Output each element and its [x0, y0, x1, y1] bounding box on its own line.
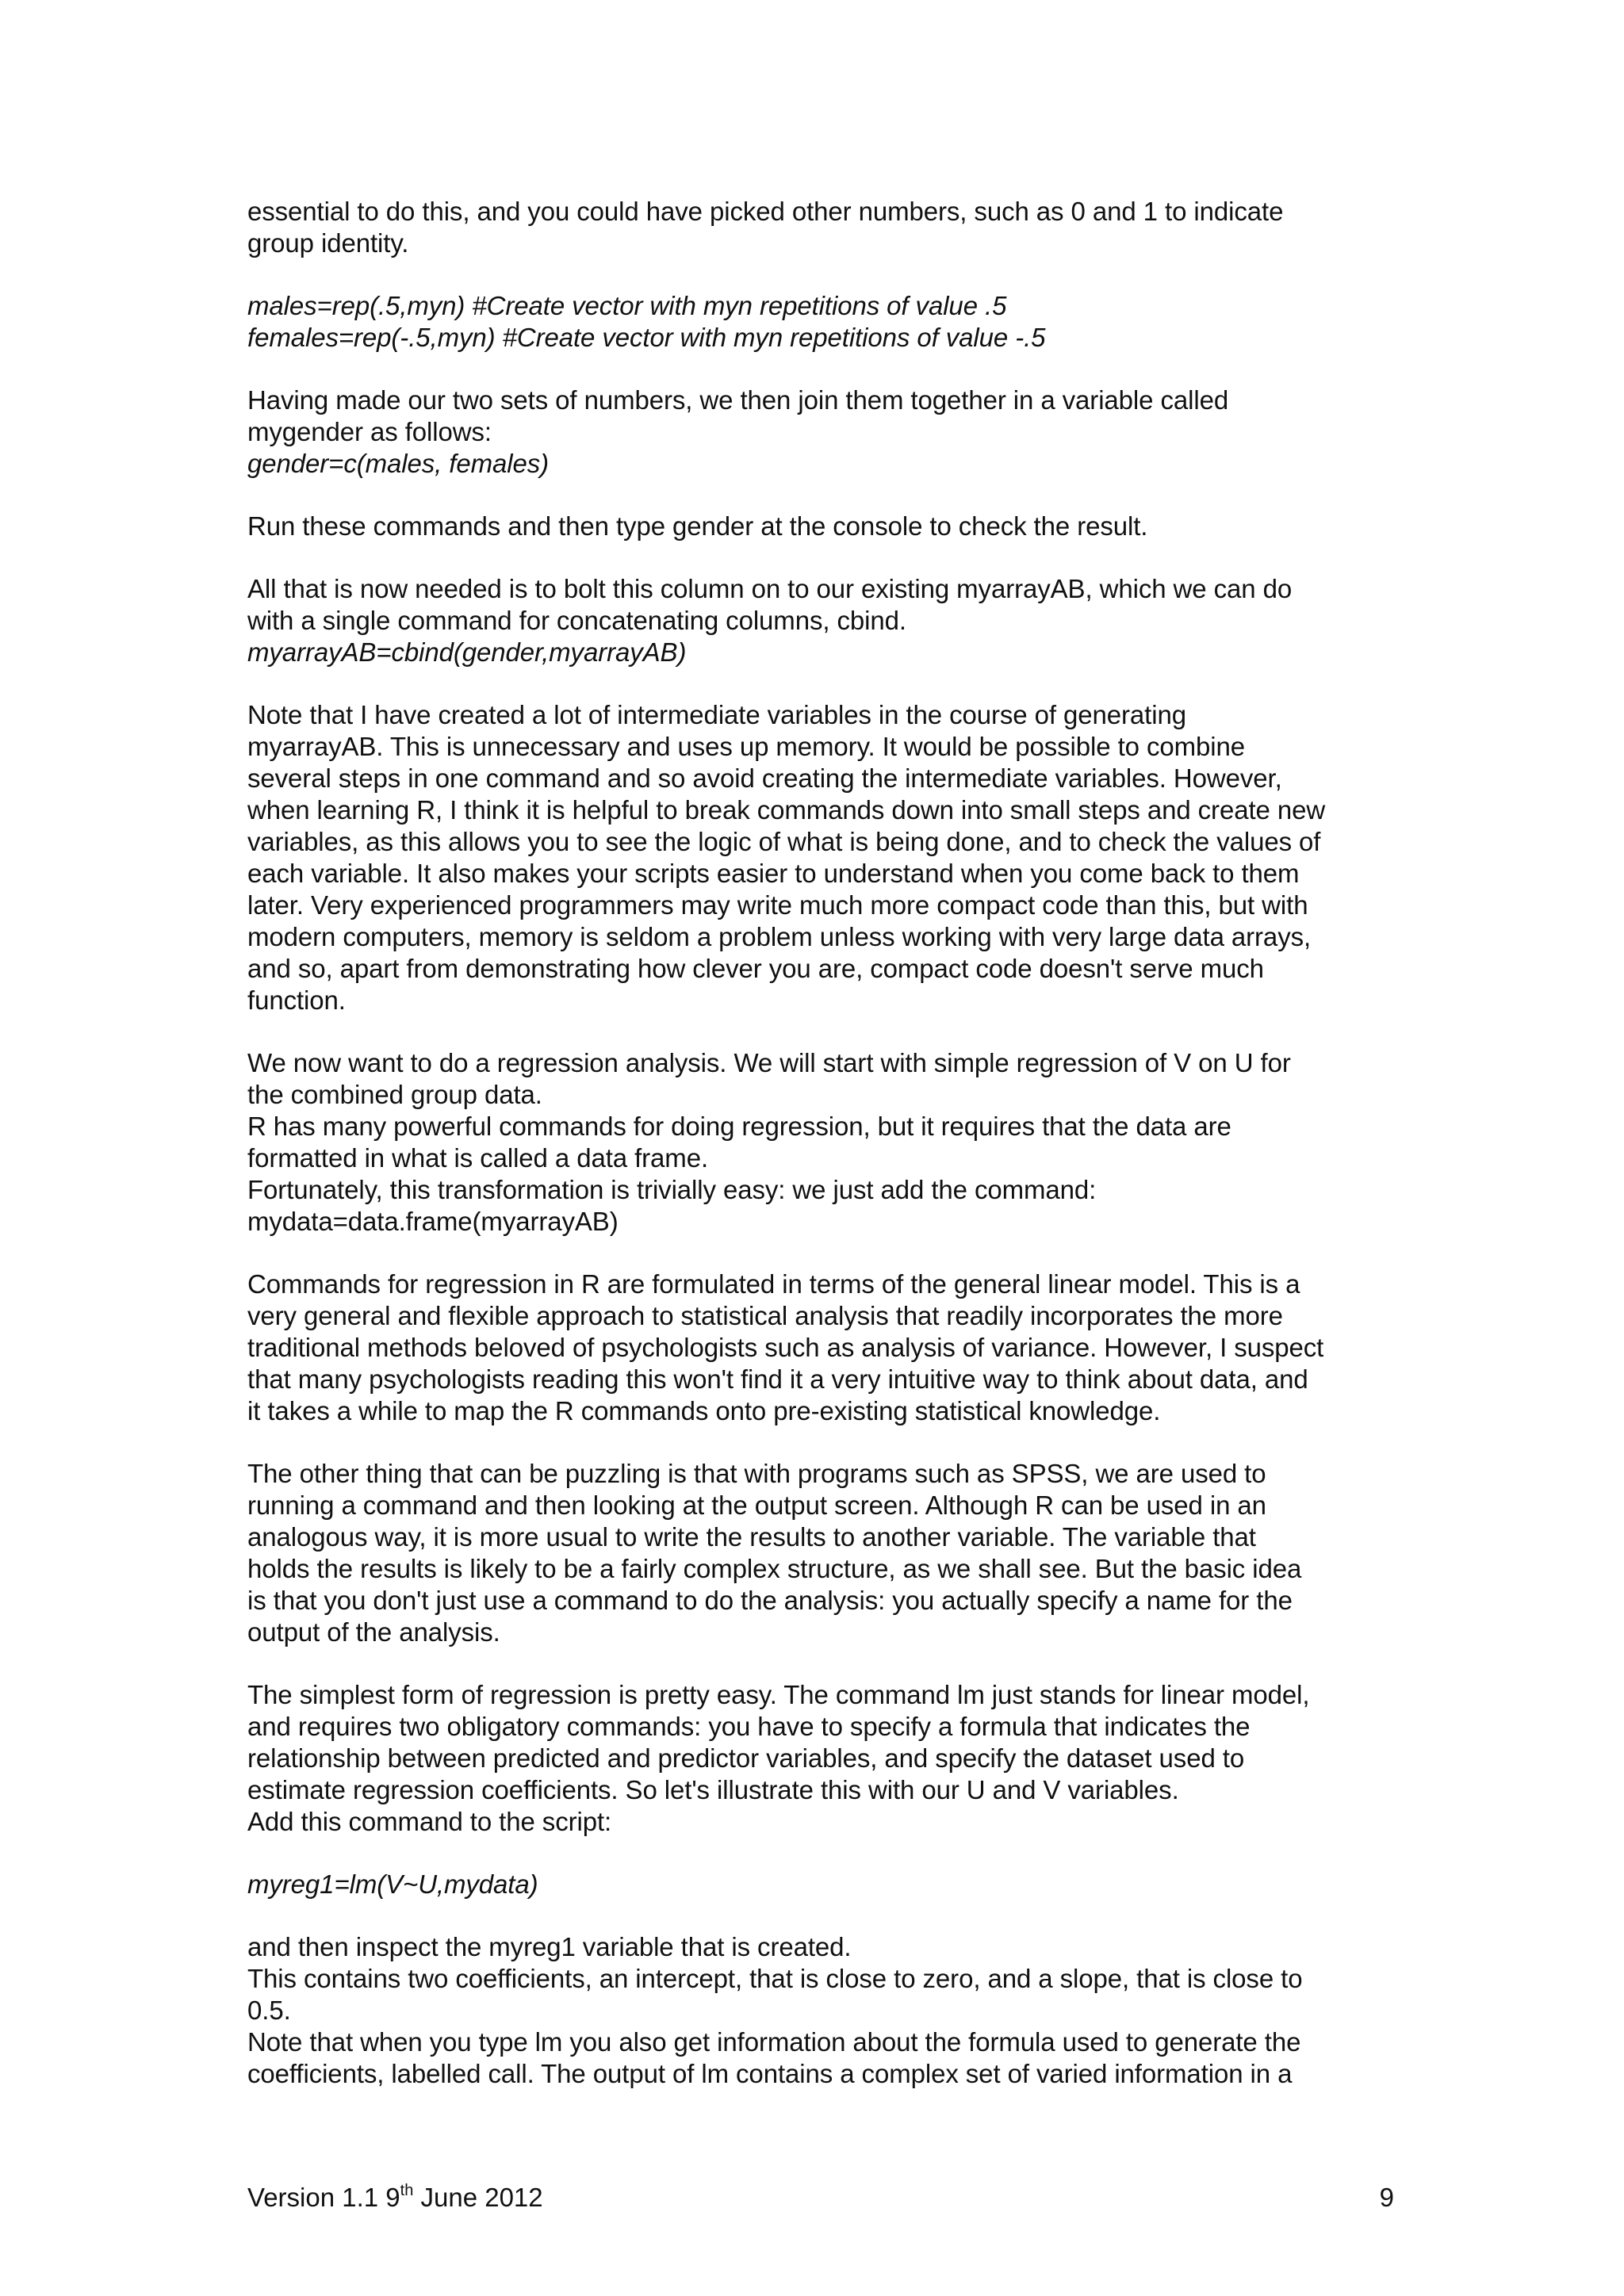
paragraph-gap: [247, 480, 1397, 511]
text-line: myarrayAB. This is unnecessary and uses up memory. It would be possible to combine: [247, 732, 1245, 761]
text-line: several steps in one command and so avoid creating the intermediate variables. However,: [247, 763, 1282, 793]
text-line: Note that I have created a lot of intermediate variables in the course of generating: [247, 700, 1186, 729]
code-line: males=rep(.5,myn) #Create vector with myn repetitions of value .5: [247, 291, 1007, 320]
text-line: mydata=data.frame(myarrayAB): [247, 1207, 619, 1236]
paragraph-gap: [247, 1238, 1397, 1269]
text-line: essential to do this, and you could have picked other numbers, such as 0 and 1 to indicate: [247, 197, 1284, 226]
text-line: with a single command for concatenating columns, cbind.: [247, 606, 906, 635]
code-line: myreg1=lm(V~U,mydata): [247, 1869, 538, 1899]
text-line: 0.5.: [247, 1996, 291, 2025]
paragraph-gap: [247, 354, 1397, 385]
text-line: Commands for regression in R are formulated in terms of the general linear model. This is a: [247, 1269, 1300, 1299]
text-line: mygender as follows:: [247, 417, 492, 446]
code-line: gender=c(males, females): [247, 449, 550, 478]
text-line: R has many powerful commands for doing regression, but it requires that the data are: [247, 1112, 1231, 1141]
text-line: and then inspect the myreg1 variable that is created.: [247, 1932, 852, 1961]
paragraph-gap: [247, 668, 1397, 699]
text-line: group identity.: [247, 228, 409, 258]
text-line: modern computers, memory is seldom a problem unless working with very large data arrays,: [247, 922, 1312, 951]
text-line: and so, apart from demonstrating how clever you are, compact code doesn't serve much: [247, 954, 1264, 983]
text-line: it takes a while to map the R commands onto pre-existing statistical knowledge.: [247, 1396, 1161, 1425]
paragraph-gap: [247, 1016, 1397, 1047]
text-line: Add this command to the script:: [247, 1807, 612, 1836]
text-line: The simplest form of regression is pretty easy. The command lm just stands for linear model,: [247, 1680, 1310, 1709]
text-line: The other thing that can be puzzling is that with programs such as SPSS, we are used to: [247, 1459, 1266, 1488]
paragraph-gap: [247, 542, 1397, 573]
code-line: females=rep(-.5,myn) #Create vector with myn repetitions of value -.5: [247, 323, 1046, 352]
text-line: estimate regression coefficients. So let's illustrate this with our U and V variables.: [247, 1775, 1179, 1804]
text-line: variables, as this allows you to see the logic of what is being done, and to check the values of: [247, 827, 1321, 856]
text-line: We now want to do a regression analysis. We will start with simple regression of V on U for: [247, 1048, 1291, 1077]
version-label: Version 1.1 9th June 2012: [247, 2182, 543, 2212]
text-line: later. Very experienced programmers may write much more compact code than this, but with: [247, 890, 1308, 920]
text-line: output of the analysis.: [247, 1617, 500, 1647]
text-line: Run these commands and then type gender at the console to check the result.: [247, 511, 1148, 541]
paragraph-gap: [247, 259, 1397, 290]
text-line: Having made our two sets of numbers, we then join them together in a variable called: [247, 385, 1229, 415]
paragraph-gap: [247, 1900, 1397, 1931]
text-line: traditional methods beloved of psychologists such as analysis of variance. However, I suspect: [247, 1333, 1324, 1362]
page-number: 9: [1379, 2183, 1394, 2212]
paragraph-gap: [247, 1427, 1397, 1458]
document-body: [247, 196, 1397, 2090]
text-line: the combined group data.: [247, 1080, 542, 1109]
text-line: analogous way, it is more usual to write the results to another variable. The variable that: [247, 1522, 1256, 1552]
paragraph-gap: [247, 1838, 1397, 1869]
text-line: relationship between predicted and predictor variables, and specify the dataset used to: [247, 1743, 1245, 1773]
text-line: and requires two obligatory commands: you have to specify a formula that indicates the: [247, 1712, 1251, 1741]
page-footer: [247, 2182, 1394, 2214]
text-line: holds the results is likely to be a fairly complex structure, as we shall see. But the basic idea: [247, 1554, 1302, 1583]
text-line: that many psychologists reading this won't find it a very intuitive way to think about data, and: [247, 1364, 1308, 1394]
text-line: This contains two coefficients, an intercept, that is close to zero, and a slope, that is close to: [247, 1964, 1303, 1993]
text-line: All that is now needed is to bolt this column on to our existing myarrayAB, which we can do: [247, 574, 1293, 603]
text-line: Note that when you type lm you also get information about the formula used to generate the: [247, 2027, 1301, 2057]
text-line: very general and flexible approach to statistical analysis that readily incorporates the more: [247, 1301, 1283, 1330]
text-line: when learning R, I think it is helpful to break commands down into small steps and create new: [247, 795, 1326, 825]
paragraph-gap: [247, 1648, 1397, 1679]
text-line: Fortunately, this transformation is trivially easy: we just add the command:: [247, 1175, 1097, 1204]
text-line: running a command and then looking at the output screen. Although R can be used in an: [247, 1490, 1266, 1520]
text-line: function.: [247, 985, 346, 1015]
text-line: formatted in what is called a data frame.: [247, 1143, 709, 1173]
text-line: coefficients, labelled call. The output of lm contains a complex set of varied information in a: [247, 2059, 1293, 2088]
text-line: is that you don't just use a command to do the analysis: you actually specify a name for the: [247, 1586, 1293, 1615]
code-line: myarrayAB=cbind(gender,myarrayAB): [247, 637, 687, 667]
text-line: each variable. It also makes your scripts easier to understand when you come back to them: [247, 859, 1300, 888]
